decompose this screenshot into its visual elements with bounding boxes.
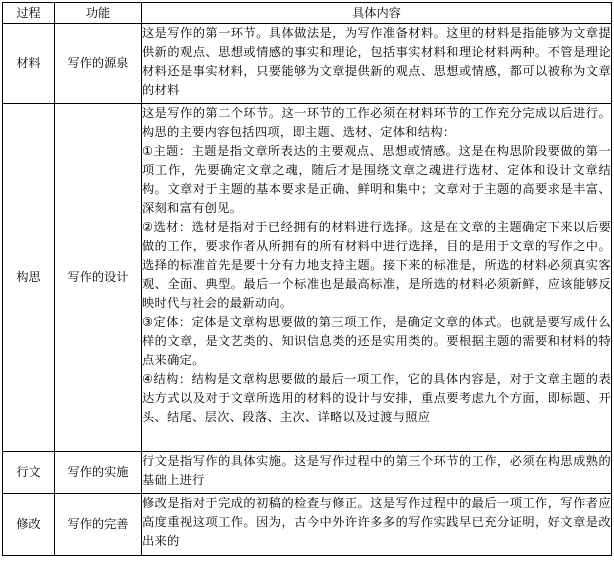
- function-cell: 写作的源泉: [55, 24, 142, 104]
- content-cell: [142, 494, 612, 556]
- function-cell: 写作的设计: [55, 104, 142, 452]
- header-stage: 过程: [3, 3, 55, 24]
- header-function: 功能: [55, 3, 142, 24]
- content-cell: [142, 24, 612, 104]
- writing-process-table: [2, 2, 612, 556]
- table-row: [3, 494, 612, 556]
- content-cell: [142, 104, 612, 452]
- content-paragraph: 修改是指对于完成的初稿的检查与修正。这是写作过程中的最后一项工作，写作者应高度重视这项工作。因为，古今中外许许多多的写作实践早已充分证明，好文章是改出来的: [142, 496, 611, 548]
- table-row: [3, 104, 612, 452]
- table-row: [3, 24, 612, 104]
- header-content: 具体内容: [142, 3, 612, 24]
- content-paragraph: 这是写作的第一环节。具体做法是，为写作准备材料。这里的材料是指能够为文章提供新的观点、思想或情感的事实和理论，包括事实材料和理论材料两种。不管是理论材料还是事实材料，只要能够为文章提供新的观点、思想或情感，都可以被称为文章的材料: [142, 26, 611, 97]
- content-paragraph: ④结构：结构是文章构思要做的最后一项工作，它的具体内容是，对于文章主题的表达方式以及对于文章所选用的材料的设计与安排，重点要考虑九个方面，即标题、开头、结尾、层次、段落、主次、详略以及过渡与照应: [142, 372, 612, 424]
- function-cell: 写作的完善: [55, 494, 142, 556]
- stage-cell: 材料: [3, 24, 55, 104]
- table-row: [3, 452, 612, 494]
- stage-cell: 构思: [3, 104, 55, 452]
- content-paragraph: ③定体：定体是文章构思要做的第三项工作，是确定文章的体式。也就是要写成什么样的文章，是文艺类的、知识信息类的还是实用类的。要根据主题的需要和材料的特点来确定。: [142, 315, 612, 367]
- table-header-row: [3, 3, 612, 24]
- content-paragraph: 这是写作的第二个环节。这一环节的工作必须在材料环节的工作充分完成以后进行。构思的主要内容包括四项，即主题、选材、定体和结构：: [142, 106, 611, 139]
- content-paragraph: ①主题：主题是指文章所表达的主要观点、思想或情感。这是在构思阶段要做的第一项工作，先要确定文章之魂，随后才是围绕文章之魂进行选材、定体和设计文章结构。文章对于主题的基本要求是正确、鲜明和集中；文章对于主题的高要求是丰富、深刻和富有创见。: [142, 144, 612, 215]
- stage-cell: 修改: [3, 494, 55, 556]
- content-paragraph: ②选材：选材是指对于已经拥有的材料进行选择。这是在文章的主题确定下来以后要做的工作，要求作者从所拥有的所有材料中进行选择，目的是用于文章的写作之中。选择的标准首先是要十分有力地支持主题。接下来的标准是，所选的材料必须真实客观、全面、典型。最后一个标准也是最高标准，是所选的材料必须新鲜，应该能够反映时代与社会的最新动向。: [142, 220, 612, 310]
- content-cell: [142, 452, 612, 494]
- content-paragraph: 行文是指写作的具体实施。这是写作过程中的第三个环节的工作，必须在构思成熟的基础上进行: [142, 454, 611, 487]
- function-cell: 写作的实施: [55, 452, 142, 494]
- stage-cell: 行文: [3, 452, 55, 494]
